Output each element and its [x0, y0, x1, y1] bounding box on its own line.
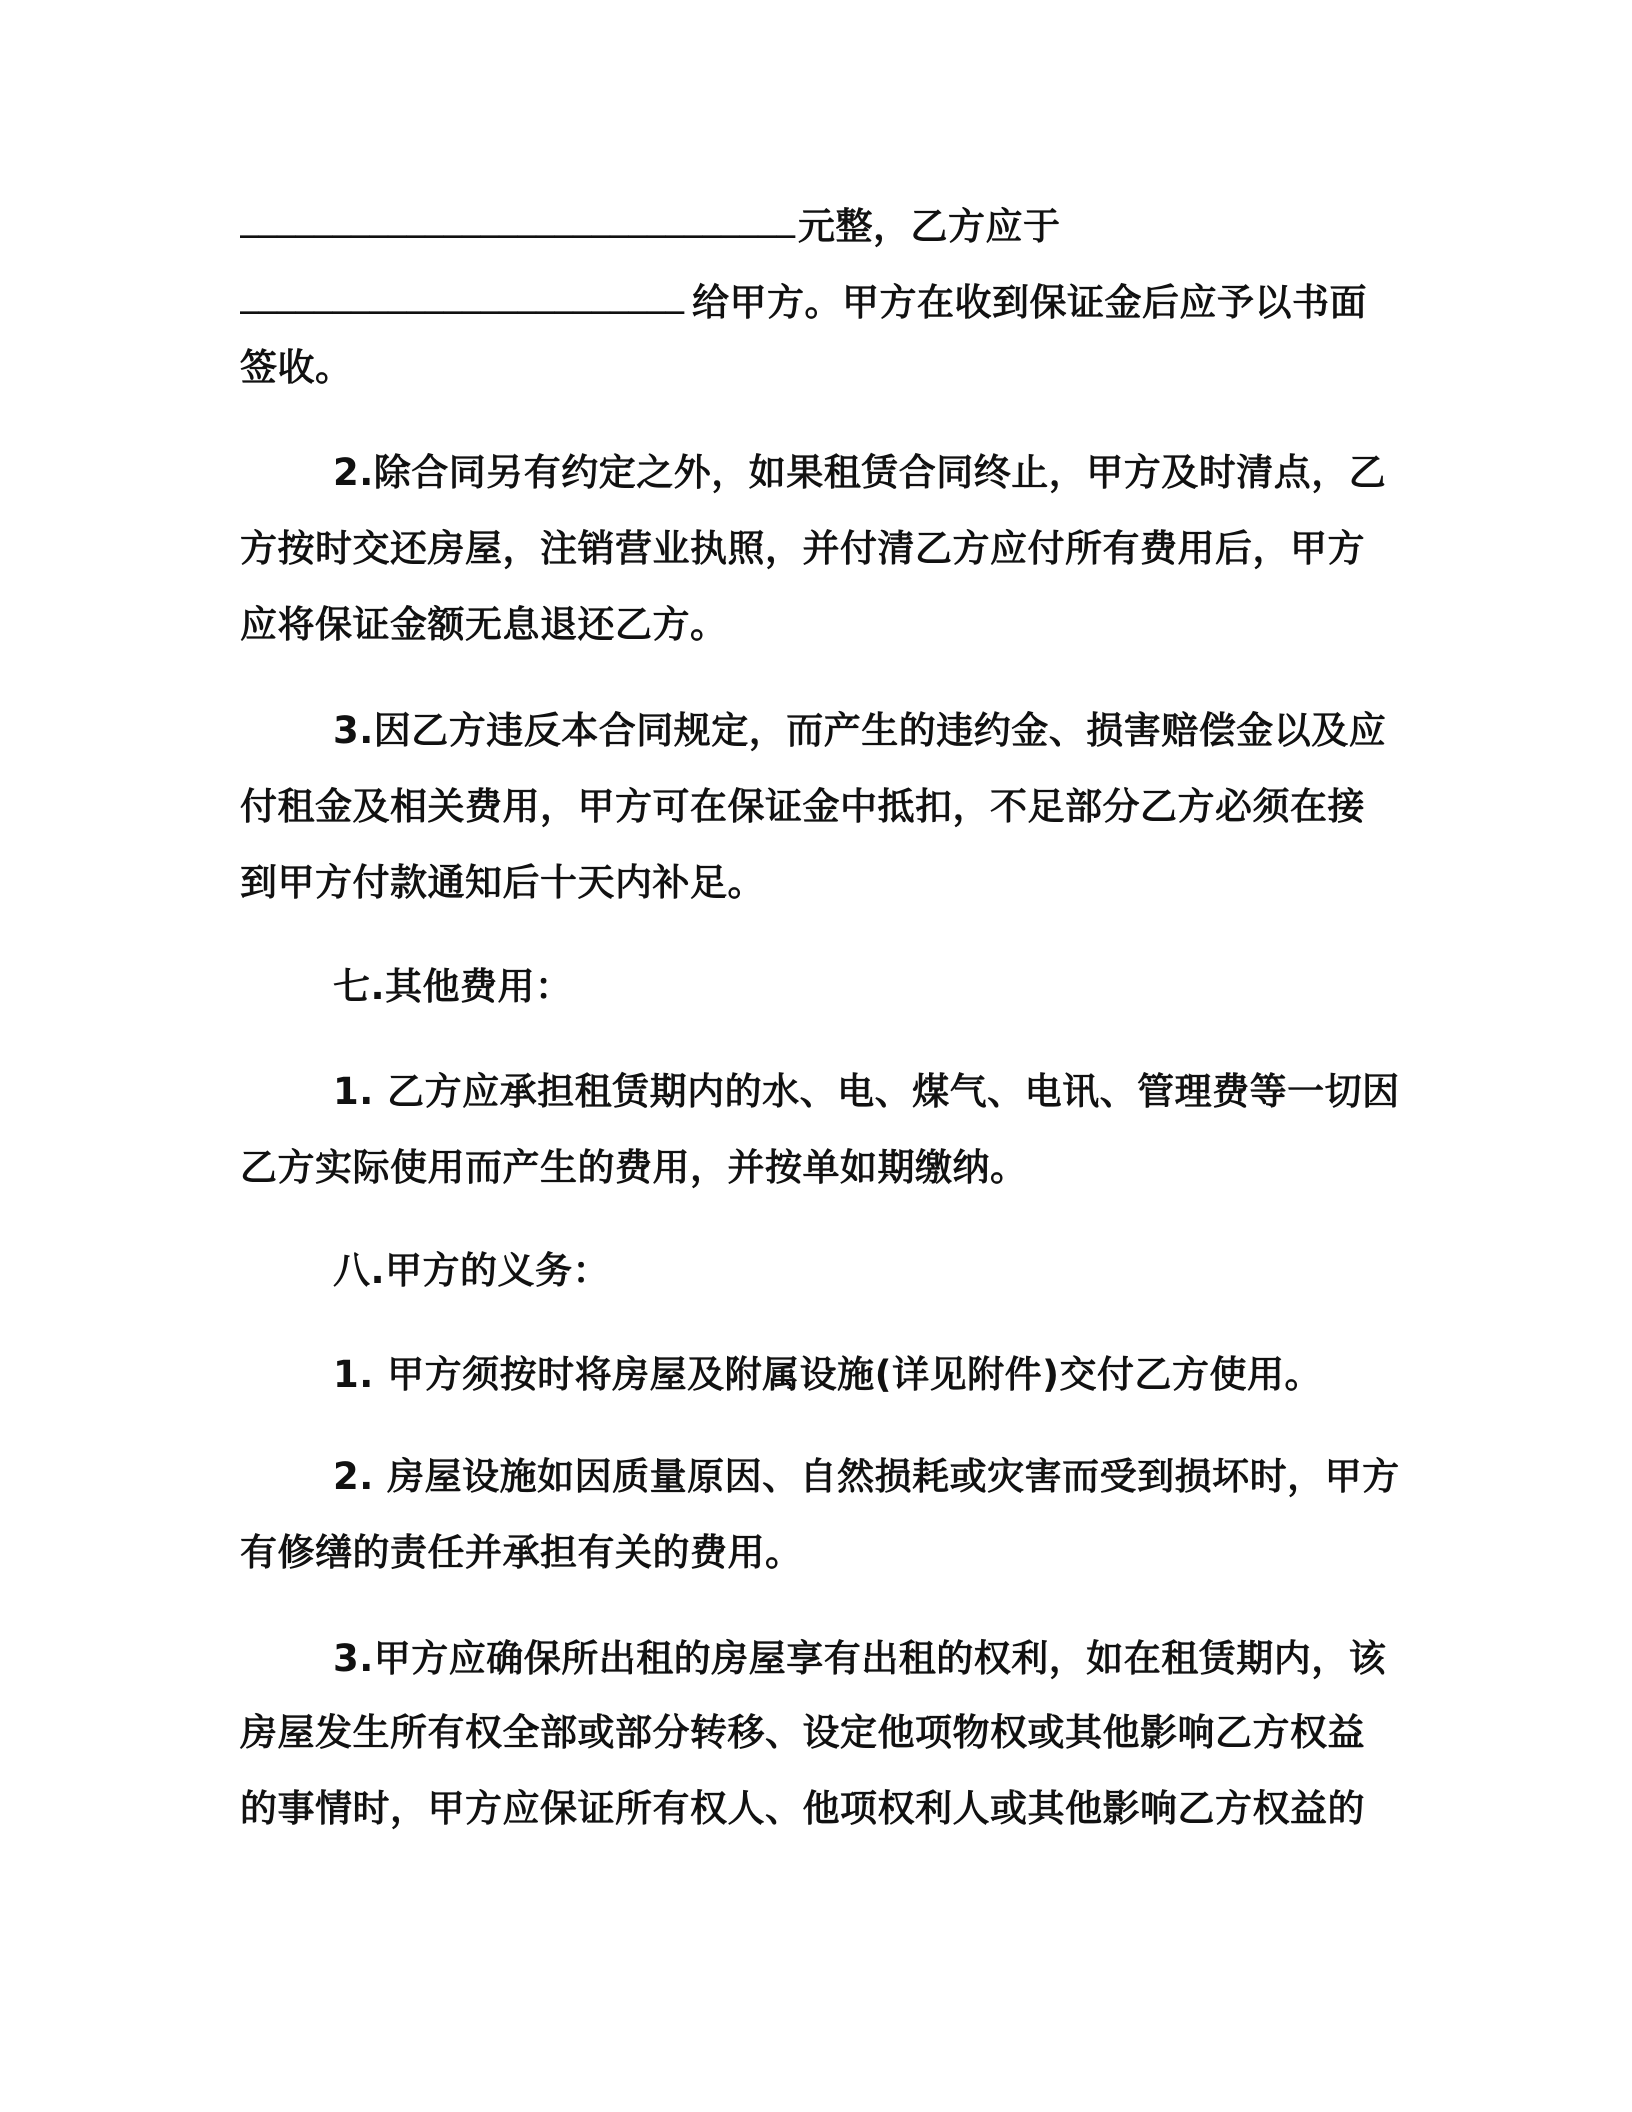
- text-line: 到甲方付款通知后十天内补足。: [240, 861, 765, 904]
- text-line: 元整，乙方应于: [798, 205, 1061, 248]
- clause-3-line: 3.甲方应确保所出租的房屋享有出租的权利，如在租赁期内，该: [333, 1637, 1387, 1680]
- text-line: 应将保证金额无息退还乙方。: [240, 603, 728, 646]
- clause-2-line: 2.除合同另有约定之外，如果租赁合同终止，甲方及时清点，乙: [333, 451, 1387, 494]
- amount-blank: ______________________________: [240, 195, 795, 238]
- clause-1-line: 1. 甲方须按时将房屋及附属设施(详见附件)交付乙方使用。: [333, 1353, 1323, 1396]
- date-blank: ________________________: [240, 271, 684, 314]
- text-line: 付租金及相关费用，甲方可在保证金中抵扣，不足部分乙方必须在接: [240, 785, 1365, 828]
- text-line: 签收。: [240, 346, 353, 389]
- clause-1-line: 1. 乙方应承担租赁期内的水、电、煤气、电讯、管理费等一切因: [333, 1070, 1400, 1113]
- text-line: 方按时交还房屋，注销营业执照，并付清乙方应付所有费用后，甲方: [240, 527, 1365, 570]
- text-line: 的事情时，甲方应保证所有权人、他项权利人或其他影响乙方权益的: [240, 1787, 1365, 1830]
- text-line: 房屋发生所有权全部或部分转移、设定他项物权或其他影响乙方权益: [240, 1711, 1365, 1754]
- text-line: 乙方实际使用而产生的费用，并按单如期缴纳。: [240, 1146, 1028, 1189]
- deposit-amount-line: [240, 195, 1061, 249]
- section-heading-party-a-duties: 八.甲方的义务：: [333, 1249, 611, 1292]
- clause-3-line: 3.因乙方违反本合同规定，而产生的违约金、损害赔偿金以及应: [333, 709, 1387, 752]
- section-heading-other-fees: 七.其他费用：: [333, 965, 573, 1008]
- clause-2-line: 2. 房屋设施如因质量原因、自然损耗或灾害而受到损坏时，甲方: [333, 1455, 1400, 1498]
- text-line: 给甲方。甲方在收到保证金后应予以书面: [692, 281, 1367, 324]
- deposit-date-line: [240, 271, 1367, 325]
- text-line: 有修缮的责任并承担有关的费用。: [240, 1531, 803, 1574]
